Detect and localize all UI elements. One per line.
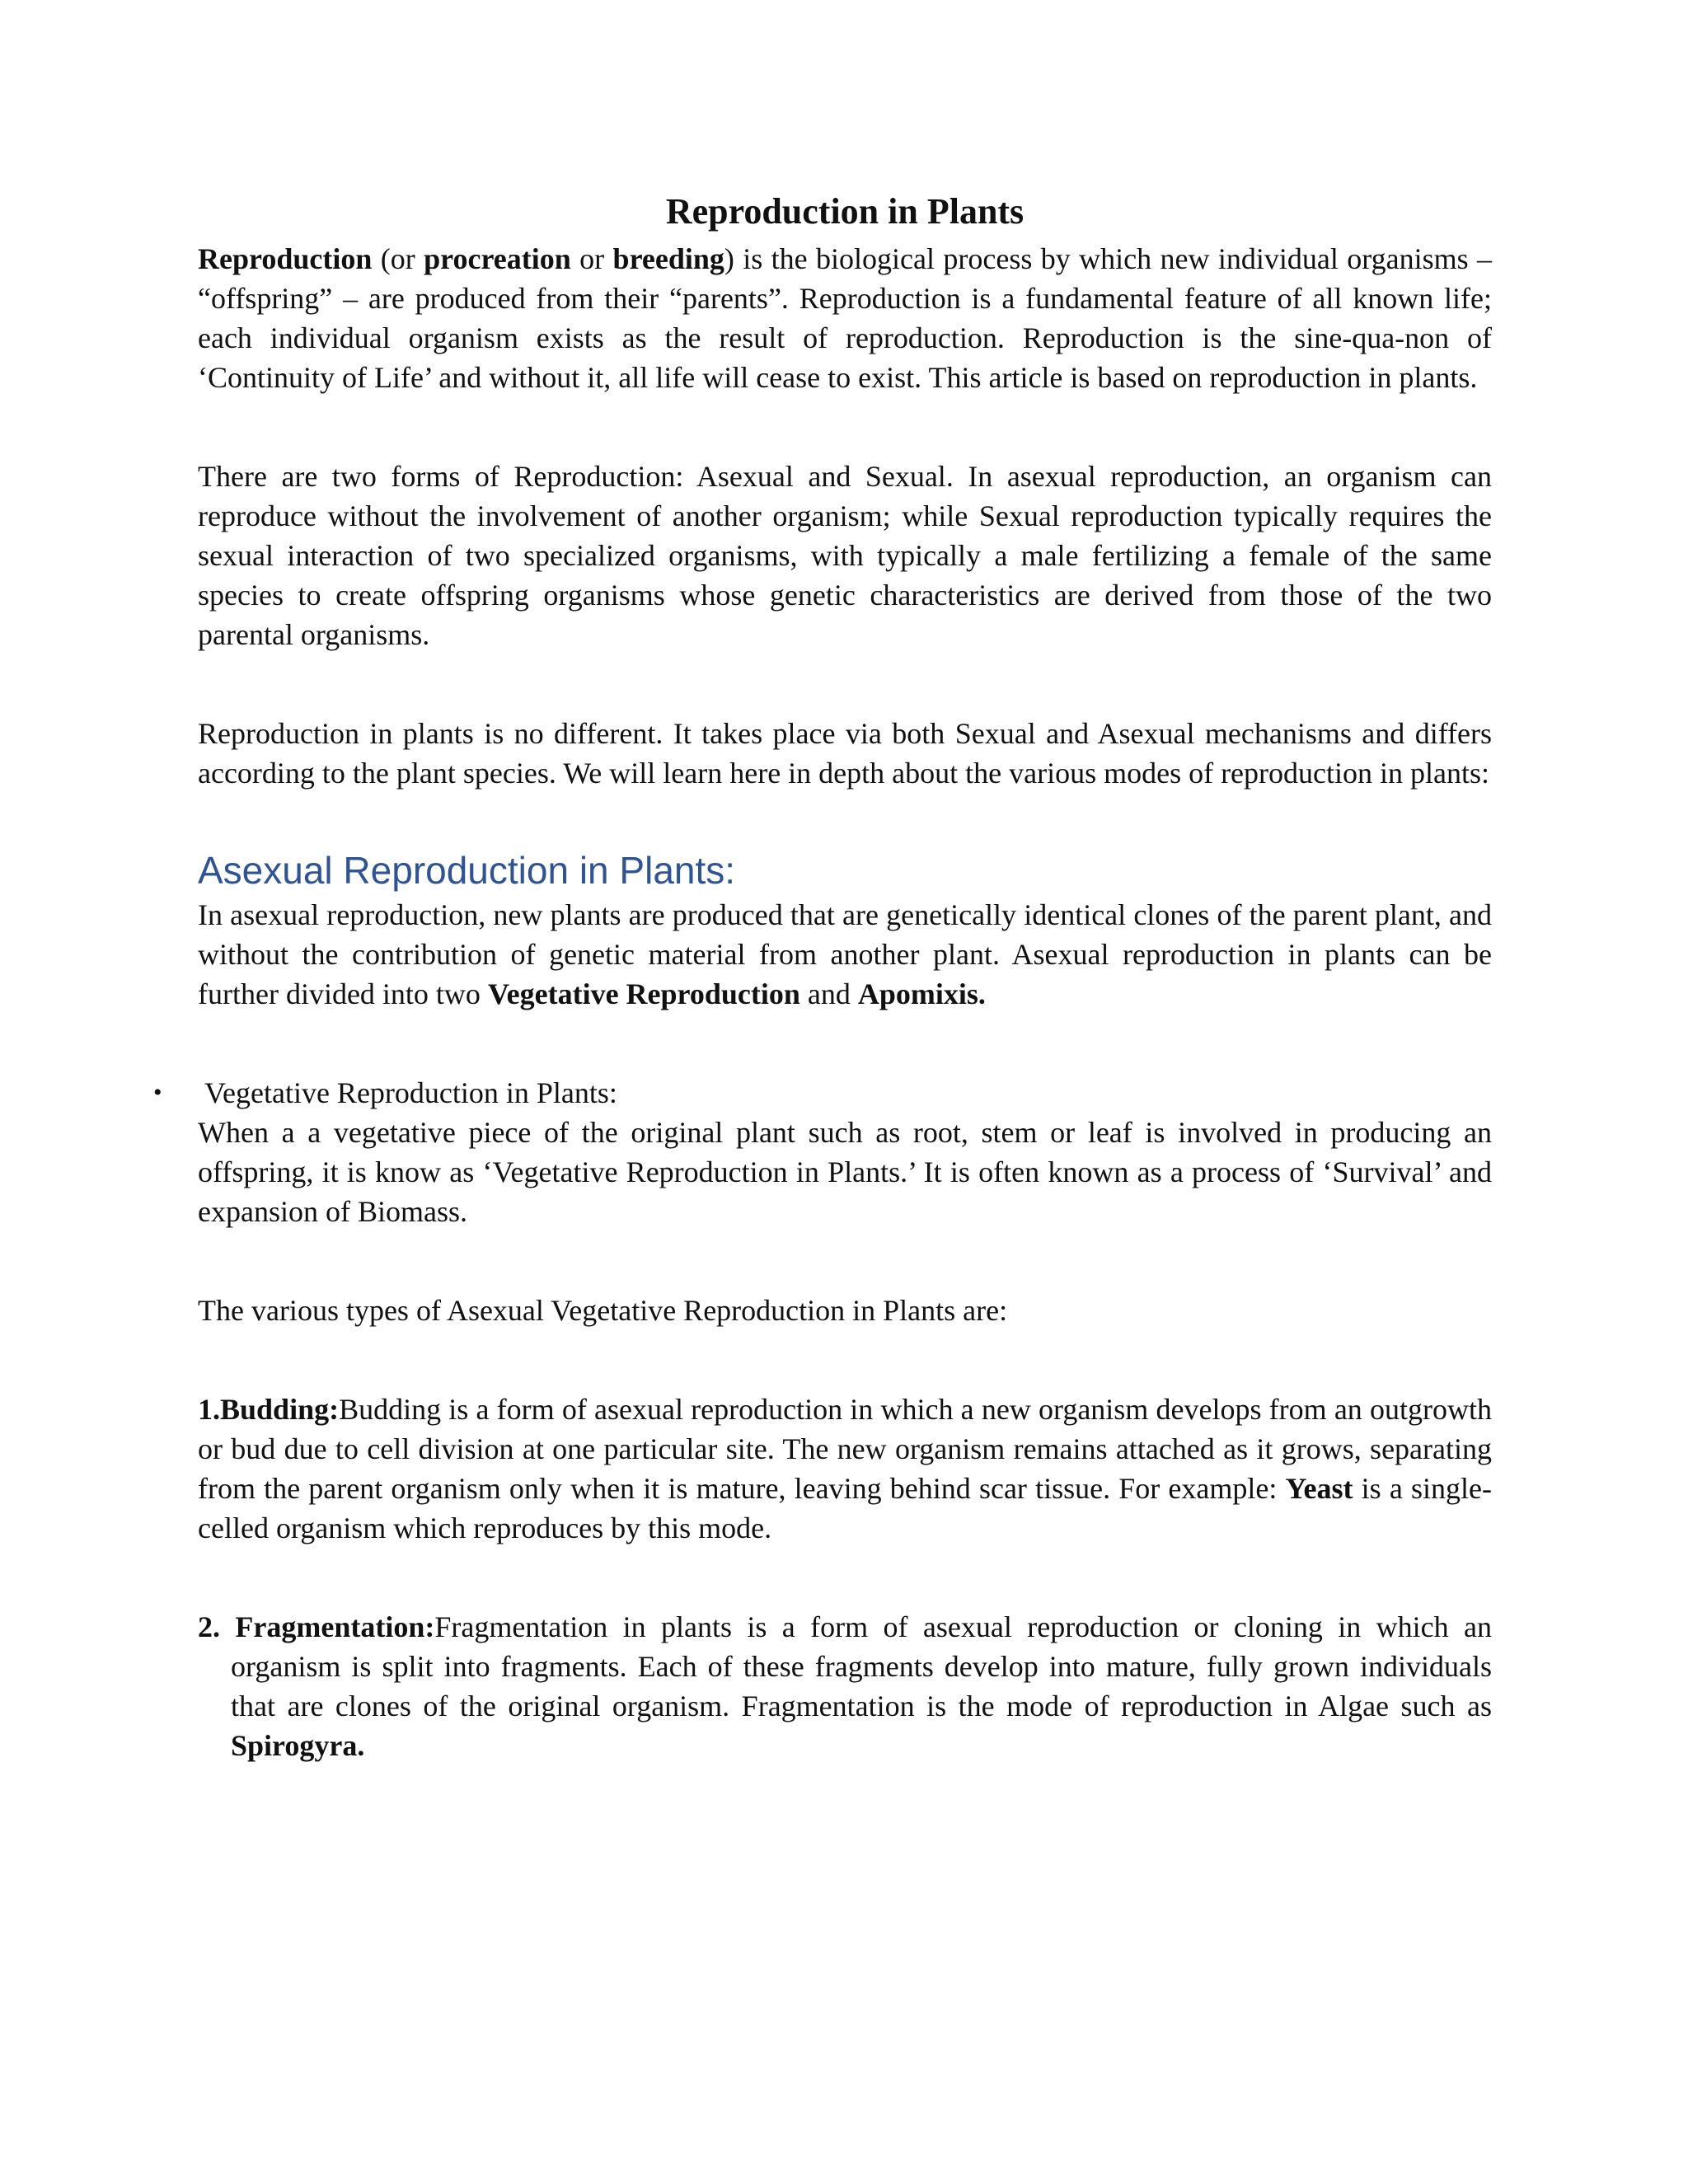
asexual-paragraph: In asexual reproduction, new plants are produced that are genetically identical clones of the parent plant, and without the contribution of genetic material from another plant. Asexual reproduction in plants can be further divided into two Vegetative Reproduction and Apomixis. bbox=[198, 898, 1492, 1010]
types-intro: The various types of Asexual Vegetative Reproduction in Plants are: bbox=[198, 1294, 1008, 1327]
fragmentation-paragraph: 2. Fragmentation:Fragmentation in plants is a form of asexual reproduction or cloning in which an organism is split into fragments. Each of these fragments develop into mature, fully grown individuals that are clones of the original organism. Fragmentation is the mode of reproduction in Algae such as Spirogyra. bbox=[198, 1610, 1492, 1762]
bullet-icon: • bbox=[153, 1079, 162, 1106]
vegetative-description: When a a vegetative piece of the original plant such as root, stem or leaf is involved in producing an offspring, it is know as ‘Vegetative Reproduction in Plants.’ It is often known as a process of ‘Survival’ and expansion of Biomass. bbox=[198, 1116, 1492, 1228]
fragmentation-term: 2. Fragmentation: bbox=[198, 1610, 435, 1643]
document-page bbox=[153, 190, 1492, 1765]
asexual-heading: Asexual Reproduction in Plants: bbox=[198, 849, 736, 892]
intro-paragraph: Reproduction (or procreation or breeding) is the biological process by which new individual organisms – “offspring” – are produced from their “parents”. Reproduction is a fundamental feature of all known life; each individual organism exists as the result of reproduction. Reproduction is the sine-qua-non of ‘Continuity of Life’ and without it, all life will cease to exist. This article is based on reproduction in plants. bbox=[198, 242, 1492, 394]
vegetative-bullet-item bbox=[153, 1073, 1492, 1113]
example-yeast: Yeast bbox=[1285, 1472, 1353, 1505]
vegetative-label: Vegetative Reproduction in Plants: bbox=[204, 1076, 617, 1109]
plants-paragraph: Reproduction in plants is no different. It takes place via both Sexual and Asexual mechanisms and differs according to the plant species. We will learn here in depth about the various modes of reproduction in plants: bbox=[198, 717, 1492, 790]
term-apomixis: Apomixis. bbox=[857, 977, 986, 1010]
page-title: Reproduction in Plants bbox=[665, 191, 1025, 232]
budding-paragraph: 1.Budding:Budding is a form of asexual reproduction in which a new organism develops from an outgrowth or bud due to cell division at one particular site. The new organism remains attached as it grows, separating from the parent organism only when it is mature, leaving behind scar tissue. For example: Yeast is a single-celled organism which reproduces by this mode. bbox=[198, 1393, 1492, 1544]
example-spirogyra: Spirogyra. bbox=[231, 1729, 365, 1762]
forms-paragraph: There are two forms of Reproduction: Asexual and Sexual. In asexual reproduction, an organism can reproduce without the involvement of another organism; while Sexual reproduction typically requires the sexual interaction of two specialized organisms, with typically a male fertilizing a female of the same species to create offspring organisms whose genetic characteristics are derived from those of the two parental organisms. bbox=[198, 460, 1492, 651]
budding-term: 1.Budding: bbox=[198, 1393, 340, 1426]
term-breeding: breeding bbox=[612, 242, 724, 275]
term-vegetative-reproduction: Vegetative Reproduction bbox=[487, 977, 800, 1010]
term-reproduction: Reproduction bbox=[198, 242, 373, 275]
term-procreation: procreation bbox=[424, 242, 571, 275]
